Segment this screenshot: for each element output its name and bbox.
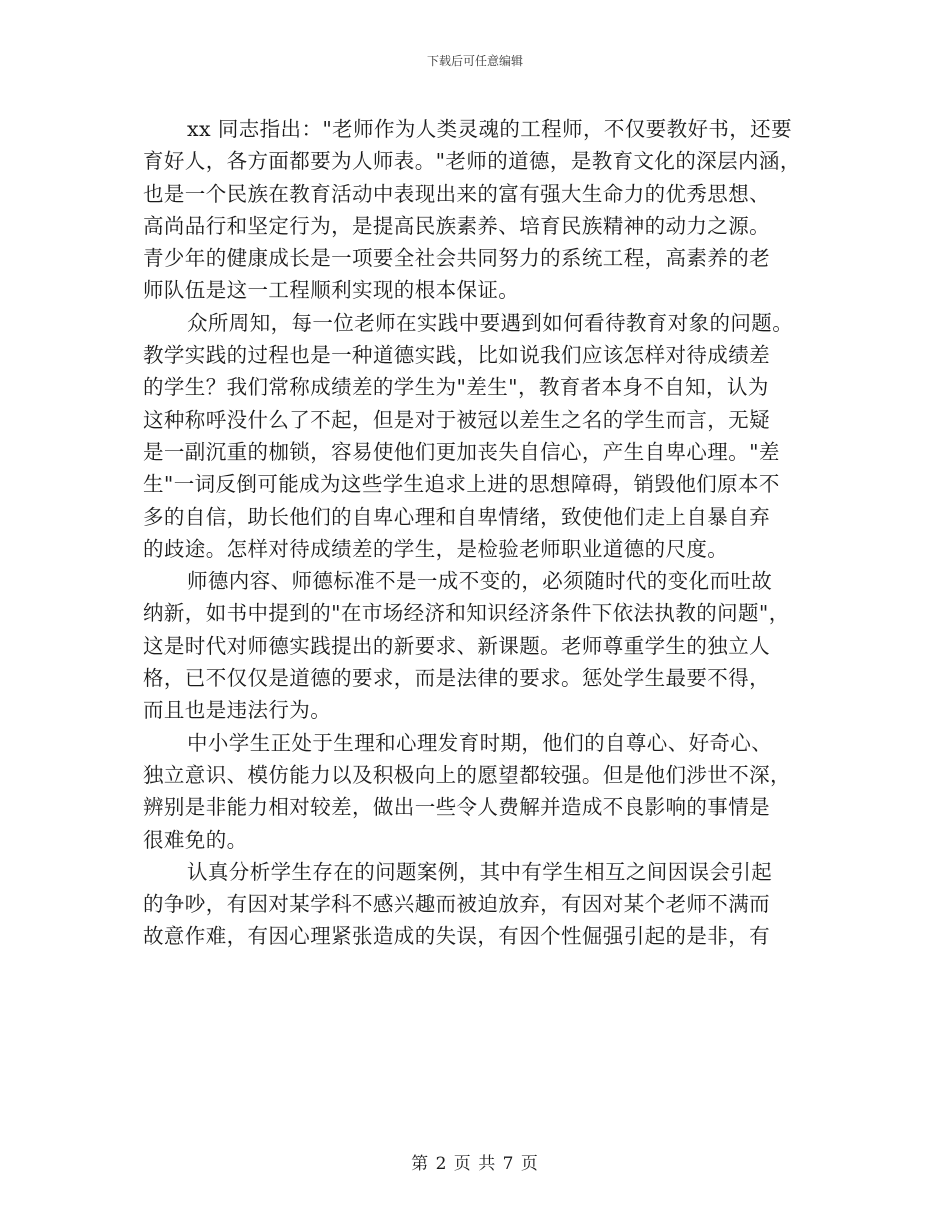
- text-line: 多的自信，助长他们的自卑心理和自卑情绪，致使他们走上自暴自弃: [143, 504, 770, 529]
- text-line: 是一副沉重的枷锁，容易使他们更加丧失自信心，产生自卑心理。"差: [143, 439, 780, 464]
- text-line: 师队伍是这一工程顺利实现的根本保证。: [143, 278, 520, 303]
- text-line: 认真分析学生存在的问题案例，其中有学生相互之间因误会引起: [187, 859, 773, 884]
- text-line: 的歧途。怎样对待成绩差的学生，是检验老师职业道德的尺度。: [143, 536, 729, 561]
- text-line: xx 同志指出："老师作为人类灵魂的工程师，不仅要教好书，还要: [187, 117, 792, 141]
- paragraph-4: [143, 727, 811, 856]
- document-body: [143, 113, 811, 953]
- paragraph-2: [143, 307, 811, 565]
- text-line: 的争吵，有因对某学科不感兴趣而被迫放弃，有因对某个老师不满而: [143, 892, 770, 917]
- text-line: 的学生？我们常称成绩差的学生为"差生"，教育者本身不自知，认为: [143, 375, 769, 400]
- text-line: 辨别是非能力相对较差，做出一些令人费解并造成不良影响的事情是: [143, 795, 770, 820]
- text-line: 教学实践的过程也是一种道德实践，比如说我们应该怎样对待成绩差: [143, 343, 770, 368]
- text-line: 这是时代对师德实践提出的新要求、新课题。老师尊重学生的独立人: [143, 633, 770, 658]
- page-number-footer: 第 2 页 共 7 页: [411, 1154, 539, 1174]
- page-header: 下载后可任意编辑: [426, 54, 523, 68]
- text-line: 故意作难，有因心理紧张造成的失误，有因个性倔强引起的是非，有: [143, 924, 770, 949]
- paragraph-5: [143, 856, 811, 953]
- text-line: 纳新，如书中提到的"在市场经济和知识经济条件下依法执教的问题"，: [143, 601, 790, 626]
- paragraph-1: [143, 113, 811, 307]
- paragraph-3: [143, 565, 811, 726]
- text-line: 生"一词反倒可能成为这些学生追求上进的思想障碍，销毁他们原本不: [143, 472, 780, 497]
- text-line: 格，已不仅仅是道德的要求，而是法律的要求。惩处学生最要不得，: [143, 666, 770, 691]
- text-line: 也是一个民族在教育活动中表现出来的富有强大生命力的优秀思想、: [143, 181, 770, 206]
- text-line: 青少年的健康成长是一项要全社会共同努力的系统工程，高素养的老: [143, 246, 770, 271]
- text-line: 这种称呼没什么了不起，但是对于被冠以差生之名的学生而言，无疑: [143, 407, 770, 432]
- text-line: 育好人，各方面都要为人师表。"老师的道德，是教育文化的深层内涵，: [143, 149, 801, 174]
- text-line: 独立意识、模仿能力以及积极向上的愿望都较强。但是他们涉世不深，: [143, 762, 791, 787]
- text-line: 很难免的。: [143, 827, 248, 852]
- text-line: 高尚品行和坚定行为，是提高民族素养、培育民族精神的动力之源。: [143, 213, 770, 238]
- text-line: 中小学生正处于生理和心理发育时期，他们的自尊心、好奇心、: [187, 730, 773, 755]
- text-line: 而且也是违法行为。: [143, 698, 332, 723]
- text-line: 师德内容、师德标准不是一成不变的，必须随时代的变化而吐故: [187, 569, 773, 594]
- text-line: 众所周知，每一位老师在实践中要遇到如何看待教育对象的问题。: [187, 310, 794, 335]
